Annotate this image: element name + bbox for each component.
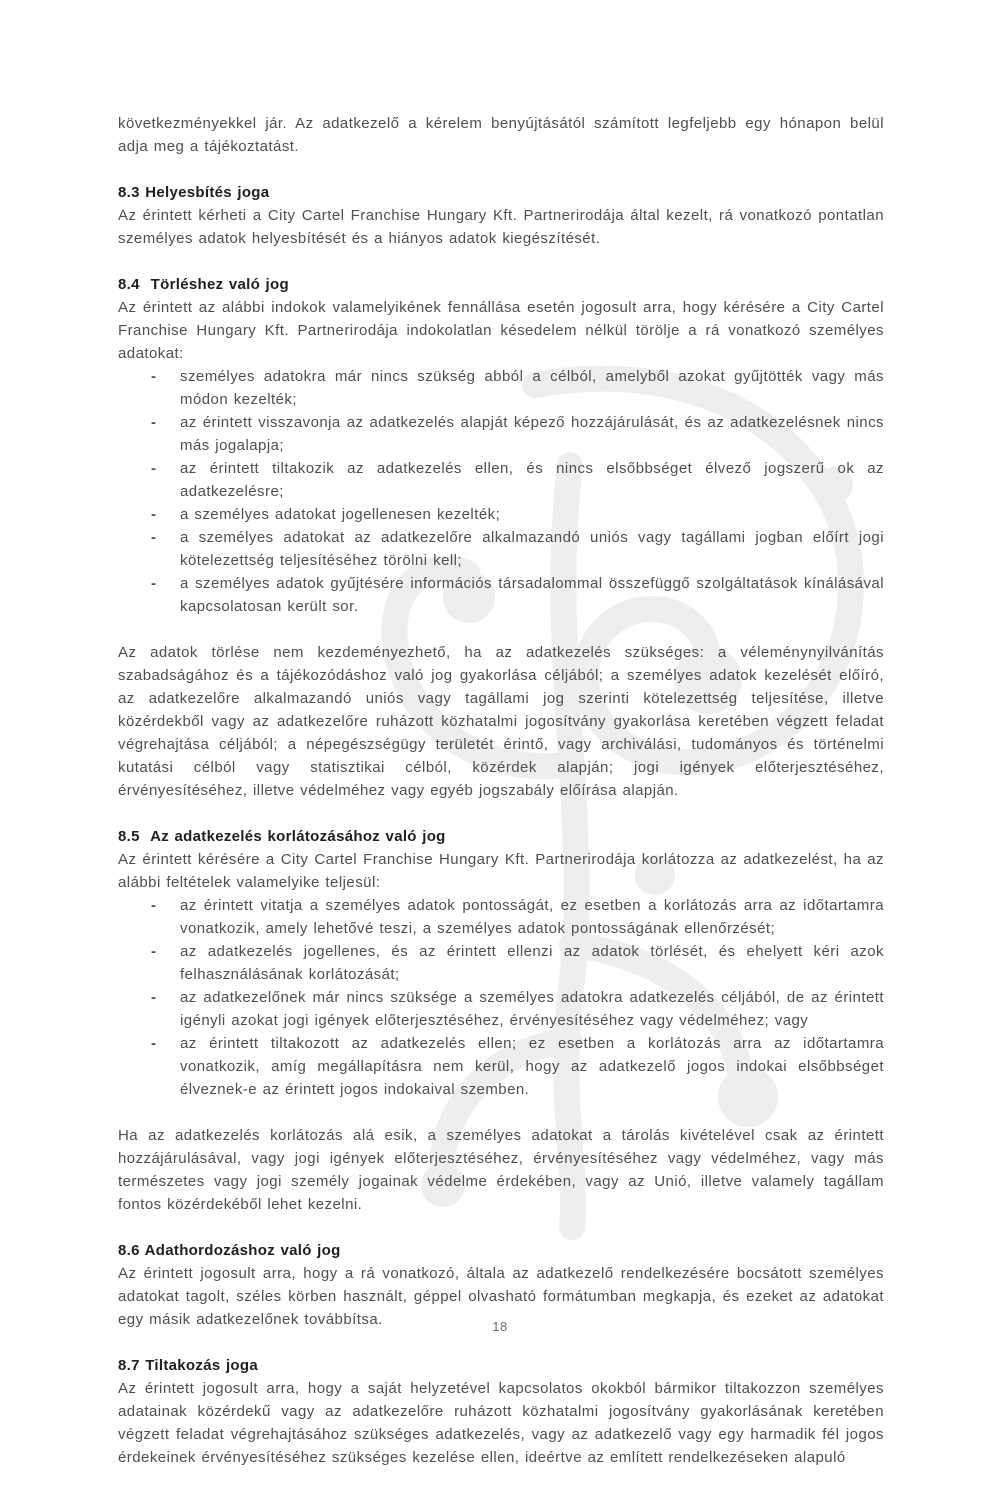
list-item	[118, 940, 884, 986]
section-tiltakozas-joga	[118, 1354, 884, 1469]
page-number: 18	[492, 1319, 508, 1334]
bullet-text: a személyes adatokat jogellenesen kezelték;	[180, 506, 501, 523]
section-body: Az érintett jogosult arra, hogy a rá vonatkozó, általa az adatkezelő rendelkezésére bocsátott személyes adatokat tagolt, széles körben használt, géppel olvasható formátumban megkapja, és ezeket az adatokat egy másik adatkezelőnek továbbítsa.	[118, 1265, 884, 1328]
page-content	[118, 112, 884, 1492]
bullet-dash-icon: -	[151, 575, 157, 592]
bullet-text: a személyes adatokat az adatkezelőre alkalmazandó uniós vagy tagállami jogban előírt jogi kötelezettség teljesítéséhez törölni kell;	[180, 529, 884, 569]
bullet-dash-icon: -	[151, 460, 157, 477]
section-heading: 8.4 Törléshez való jog	[118, 276, 289, 293]
list-item	[118, 986, 884, 1032]
section-after-paragraph: Ha az adatkezelés korlátozás alá esik, a személyes adatokat a tárolás kivételével csak az érintett hozzájárulásával, vagy jogi igények előterjesztéséhez, érvényesítéséhez vagy védelméhez, vagy más természetes vagy jogi személy jogainak védelme érdekében, vagy az Unió, illetve valamely tagállam fontos közérdekéből lehet kezelni.	[118, 1127, 884, 1213]
section-helyesbites-joga	[118, 181, 884, 250]
list-item	[118, 572, 884, 618]
section-torleshez-valo-jog	[118, 273, 884, 802]
bullet-dash-icon: -	[151, 943, 157, 960]
bullet-dash-icon: -	[151, 506, 157, 523]
list-item	[118, 503, 884, 526]
list-item	[118, 457, 884, 503]
list-item	[118, 894, 884, 940]
section-heading: 8.7 Tiltakozás joga	[118, 1357, 258, 1374]
bullet-text: az érintett vitatja a személyes adatok pontosságát, ez esetben a korlátozás arra az időtartamra vonatkozik, amely lehetővé teszi, a személyes adatok pontosságának ellenőrzését;	[180, 897, 884, 937]
section-body: Az érintett kérésére a City Cartel Franchise Hungary Kft. Partnerirodája korlátozza az adatkezelést, ha az alábbi feltételek valamelyike teljesül:	[118, 851, 884, 891]
section-heading: 8.6 Adathordozáshoz való jog	[118, 1242, 341, 1259]
bullet-text: az adatkezelőnek már nincs szüksége a személyes adatokra adatkezelés céljából, de az érintett igényli azokat jogi igények előterjesztéséhez, érvényesítéséhez vagy védelméhez; vagy	[180, 989, 884, 1029]
list-item	[118, 526, 884, 572]
bullet-text: személyes adatokra már nincs szükség abból a célból, amelyből azokat gyűjtötték vagy más módon kezelték;	[180, 368, 884, 408]
section-heading: 8.3 Helyesbítés joga	[118, 184, 270, 201]
bullet-list	[118, 365, 884, 618]
section-after-paragraph: Az adatok törlése nem kezdeményezhető, ha az adatkezelés szükséges: a véleménynyilvánítás szabadságához és a tájékozódáshoz való jog gyakorlása céljából; a személyes adatok kezelését előíró, az adatkezelőre alkalmazandó uniós vagy tagállami jog szerinti kötelezettség teljesítése, illetve közérdekből vagy az adatkezelőre ruházott közhatalmi jogosítvány gyakorlása keretében végzett feladat végrehajtása céljából; a népegészségügy területét érintő, vagy archiválási, tudományos és történelmi kutatási célból vagy statisztikai célból, közérdek alapján; jogi igények előterjesztéséhez, érvényesítéséhez, illetve védelméhez vagy egyéb jogszabály előírása alapján.	[118, 644, 884, 799]
list-item	[118, 1032, 884, 1101]
bullet-text: az érintett tiltakozik az adatkezelés ellen, és nincs elsőbbséget élvező jogszerű ok az adatkezelésre;	[180, 460, 884, 500]
list-item	[118, 365, 884, 411]
bullet-dash-icon: -	[151, 989, 157, 1006]
section-body: Az érintett jogosult arra, hogy a saját helyzetével kapcsolatos okokból bármikor tiltakozzon személyes adatainak közérdekű vagy az adatkezelőre ruházott közhatalmi jogosítvány gyakorlásának keretében végzett feladat végrehajtásához szükséges adatkezelés, vagy az adatkezelő vagy egy harmadik fél jogos érdekeinek érvényesítéséhez szükséges kezelése ellen, ideértve az említett rendelkezéseken alapuló	[118, 1380, 884, 1466]
bullet-text: az érintett tiltakozott az adatkezelés ellen; ez esetben a korlátozás arra az időtartamra vonatkozik, amíg megállapításra nem kerül, hogy az adatkezelő jogos indokai elsőbbséget élveznek-e az érintett jogos indokaival szemben.	[180, 1035, 884, 1098]
bullet-text: az adatkezelés jogellenes, és az érintett ellenzi az adatok törlését, és ehelyett kéri azok felhasználásának korlátozását;	[180, 943, 884, 983]
bullet-dash-icon: -	[151, 897, 157, 914]
section-body: Az érintett az alábbi indokok valamelyikének fennállása esetén jogosult arra, hogy kérésére a City Cartel Franchise Hungary Kft. Partnerirodája indokolatlan késedelem nélkül törölje a rá vonatkozó személyes adatokat:	[118, 299, 884, 362]
list-item	[118, 411, 884, 457]
section-adatkezeles-korlatozasa	[118, 825, 884, 1216]
section-adathordozas	[118, 1239, 884, 1331]
bullet-list	[118, 894, 884, 1101]
bullet-dash-icon: -	[151, 529, 157, 546]
bullet-dash-icon: -	[151, 1035, 157, 1052]
bullet-dash-icon: -	[151, 414, 157, 431]
section-heading: 8.5 Az adatkezelés korlátozásához való jog	[118, 828, 446, 845]
bullet-text: a személyes adatok gyűjtésére információs társadalommal összefüggő szolgáltatások kínálásával kapcsolatosan került sor.	[180, 575, 884, 615]
bullet-text: az érintett visszavonja az adatkezelés alapját képező hozzájárulását, és az adatkezelésnek nincs más jogalapja;	[180, 414, 884, 454]
section-body: Az érintett kérheti a City Cartel Franchise Hungary Kft. Partnerirodája által kezelt, rá vonatkozó pontatlan személyes adatok helyesbítését és a hiányos adatok kiegészítését.	[118, 207, 884, 247]
intro-paragraph: következményekkel jár. Az adatkezelő a kérelem benyújtásától számított legfeljebb egy hónapon belül adja meg a tájékoztatást.	[118, 115, 884, 155]
bullet-dash-icon: -	[151, 368, 157, 385]
